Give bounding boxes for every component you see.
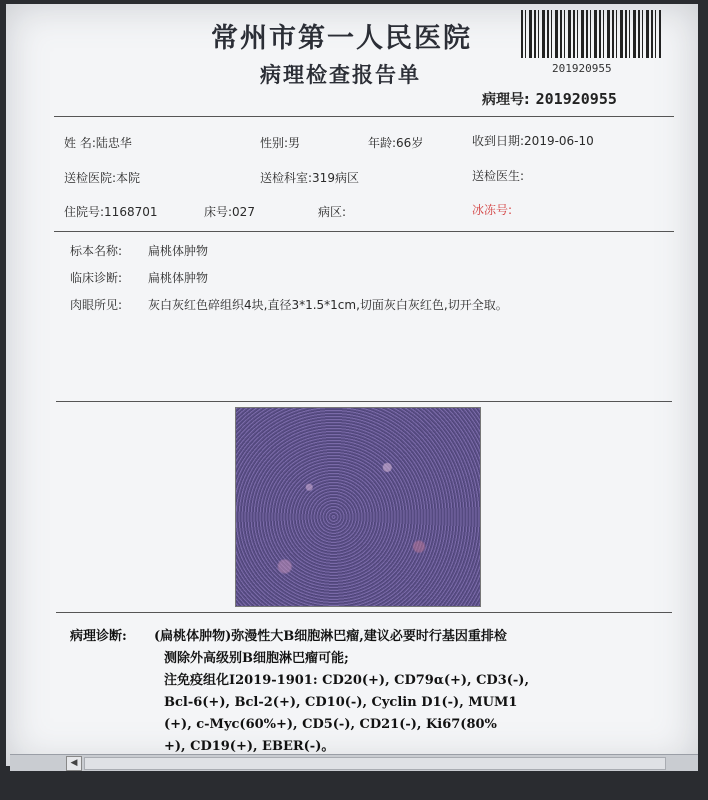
pathology-number-value: 201920955	[535, 90, 617, 108]
divider	[56, 401, 672, 402]
field-value: 灰白灰红色碎组织4块,直径3*1.5*1cm,切面灰白灰红色,切开全取。	[148, 298, 508, 312]
field-frozen-number	[472, 201, 512, 218]
report-sheet	[6, 4, 698, 766]
field-age	[368, 134, 423, 151]
field-label: 性别:	[260, 136, 289, 150]
field-department	[260, 169, 359, 186]
field-value: 2019-06-10	[524, 134, 594, 148]
field-label: 送检医院:	[64, 171, 117, 185]
barcode-number: 201920955	[552, 62, 612, 75]
hospital-name: 常州市第一人民医院	[211, 23, 472, 54]
field-name	[64, 134, 132, 151]
field-value: 扁桃体肿物	[148, 244, 209, 258]
field-label: 收到日期:	[472, 134, 525, 148]
field-value: 319病区	[312, 171, 359, 185]
divider	[54, 116, 674, 117]
field-label: 肉眼所见:	[70, 298, 123, 312]
field-value: 1168701	[104, 205, 158, 219]
scroll-left-arrow-icon[interactable]: ◀	[66, 756, 82, 771]
diagnosis-line: Bcl-6(+), Bcl-2(+), CD10(-), Cyclin D1(-), MUM1	[164, 695, 518, 710]
field-label: 标本名称:	[70, 244, 123, 258]
field-admission-number	[64, 203, 158, 220]
diagnosis-line: 注免疫组化I2019-1901: CD20(+), CD79α(+), CD3(-),	[164, 673, 529, 688]
field-label: 送检科室:	[260, 171, 313, 185]
field-value: 本院	[116, 171, 141, 185]
pathology-diagnosis	[70, 626, 670, 758]
field-received-date	[472, 132, 594, 149]
diagnosis-line: +), CD19(+), EBER(-)。	[164, 739, 335, 754]
pathology-number	[482, 89, 617, 109]
diagnosis-line: (+), c-Myc(60%+), CD5(-), CD21(-), Ki67(80%	[164, 717, 497, 732]
field-value: 027	[232, 205, 255, 219]
field-value: 66岁	[396, 136, 424, 150]
scroll-thumb[interactable]	[84, 757, 666, 770]
microscopy-image	[235, 407, 481, 607]
field-bed	[204, 203, 255, 220]
divider	[54, 231, 674, 232]
diagnosis-line: (扁桃体肿物)弥漫性大B细胞淋巴瘤,建议必要时行基因重排检	[154, 629, 507, 644]
specimen-name	[70, 242, 208, 259]
field-label: 送检医生:	[472, 169, 525, 183]
field-label: 病区:	[318, 205, 347, 219]
field-label: 姓 名:	[64, 136, 96, 150]
field-value: 扁桃体肿物	[148, 271, 209, 285]
diagnosis-line: 测除外高级别B细胞淋巴瘤可能;	[164, 651, 349, 666]
field-value: 男	[288, 136, 301, 150]
field-label: 住院号:	[64, 205, 105, 219]
pathology-number-label: 病理号:	[482, 92, 530, 108]
divider	[56, 612, 672, 613]
diagnosis-label: 病理诊断:	[70, 629, 127, 644]
field-label: 床号:	[204, 205, 233, 219]
clinical-diagnosis	[70, 269, 208, 286]
report-title: 病理检查报告单	[260, 62, 421, 87]
field-ward	[318, 203, 346, 220]
field-hospital	[64, 169, 140, 186]
barcode-graphic	[521, 10, 661, 58]
field-label: 冰冻号:	[472, 203, 513, 217]
horizontal-scrollbar[interactable]	[10, 754, 698, 771]
field-doctor	[472, 167, 524, 184]
gross-findings	[70, 296, 508, 313]
field-value: 陆忠华	[95, 136, 132, 150]
field-label: 年龄:	[368, 136, 397, 150]
field-sex	[260, 134, 300, 151]
field-label: 临床诊断:	[70, 271, 123, 285]
